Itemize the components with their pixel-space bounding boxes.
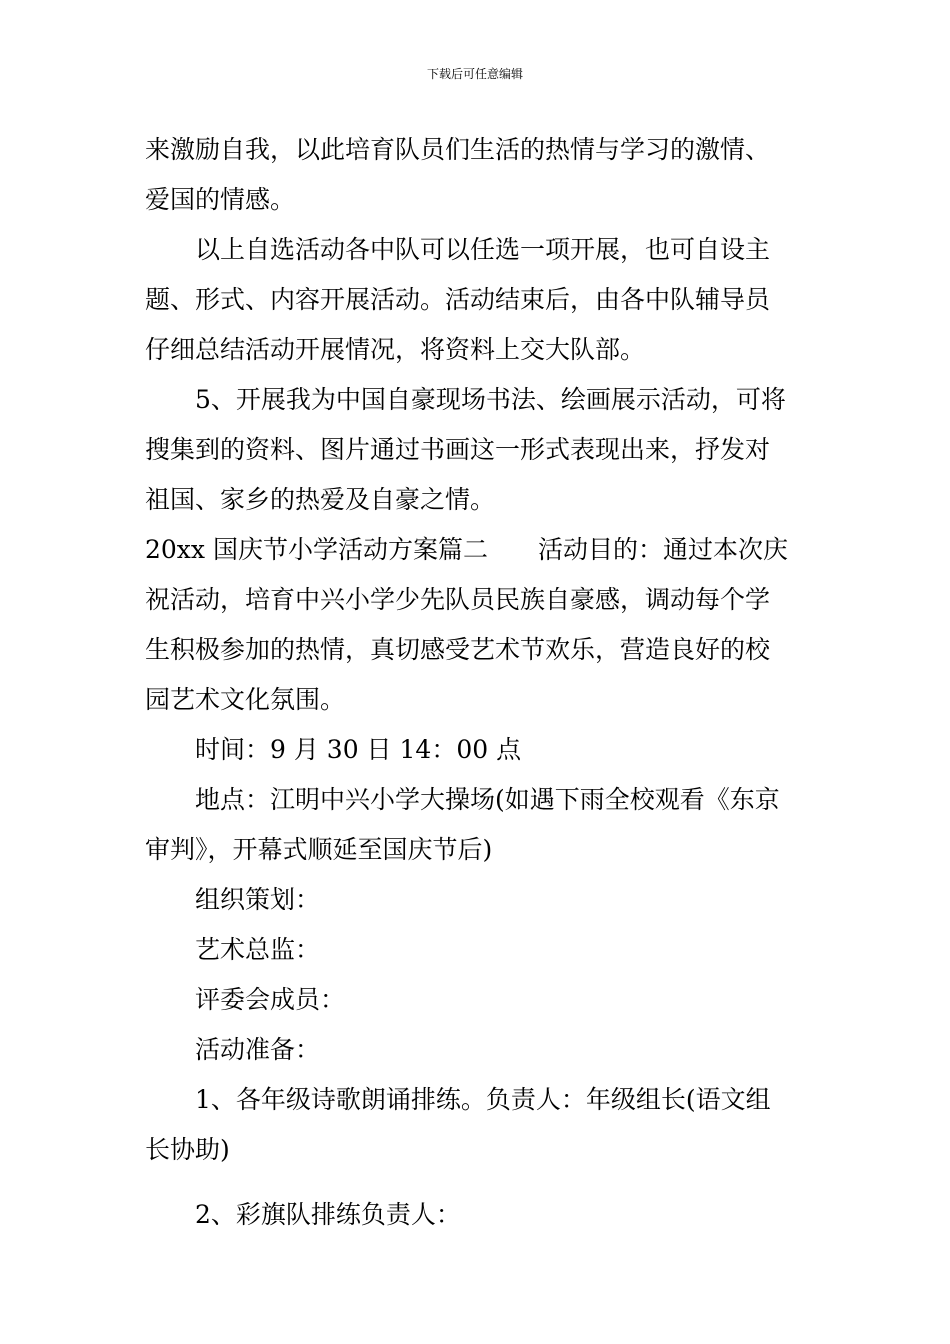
text-line: 20xx 国庆节小学活动方案篇二 活动目的：通过本次庆: [145, 535, 788, 564]
text-line: 园艺术文化氛围。: [145, 685, 346, 714]
document-body: [145, 125, 810, 1240]
paragraph-spacer: [145, 1175, 810, 1190]
text-line: 搜集到的资料、图片通过书画这一形式表现出来，抒发对: [145, 435, 771, 464]
page-header: 下载后可任意编辑: [426, 67, 523, 81]
text-line: 仔细总结活动开展情况，将资料上交大队部。: [145, 335, 646, 364]
text-line: 审判》，开幕式顺延至国庆节后): [145, 835, 493, 864]
text-line: 1、各年级诗歌朗诵排练。负责人：年级组长(语文组: [195, 1085, 771, 1114]
text-line: 时间：9 月 30 日 14：00 点: [195, 735, 522, 764]
text-line: 祖国、家乡的热爱及自豪之情。: [145, 485, 496, 514]
text-line: 组织策划：: [195, 885, 321, 914]
text-line: 生积极参加的热情，真切感受艺术节欢乐，营造良好的校: [145, 635, 771, 664]
text-line: 评委会成员：: [195, 985, 346, 1014]
text-line: 以上自选活动各中队可以任选一项开展，也可自设主: [195, 235, 771, 264]
text-line: 2、彩旗队排练负责人：: [195, 1200, 461, 1229]
text-line: 艺术总监：: [195, 935, 321, 964]
text-line: 题、形式、内容开展活动。活动结束后，由各中队辅导员: [145, 285, 771, 314]
text-line: 5、开展我为中国自豪现场书法、绘画展示活动，可将: [195, 385, 786, 414]
text-line: 长协助): [145, 1135, 230, 1164]
text-line: 来激励自我，以此培育队员们生活的热情与学习的激情、: [145, 135, 771, 164]
text-line: 爱国的情感。: [145, 185, 296, 214]
text-line: 活动准备：: [195, 1035, 321, 1064]
text-line: 地点：江明中兴小学大操场(如遇下雨全校观看《东京: [195, 785, 780, 814]
text-line: 祝活动，培育中兴小学少先队员民族自豪感，调动每个学: [145, 585, 771, 614]
